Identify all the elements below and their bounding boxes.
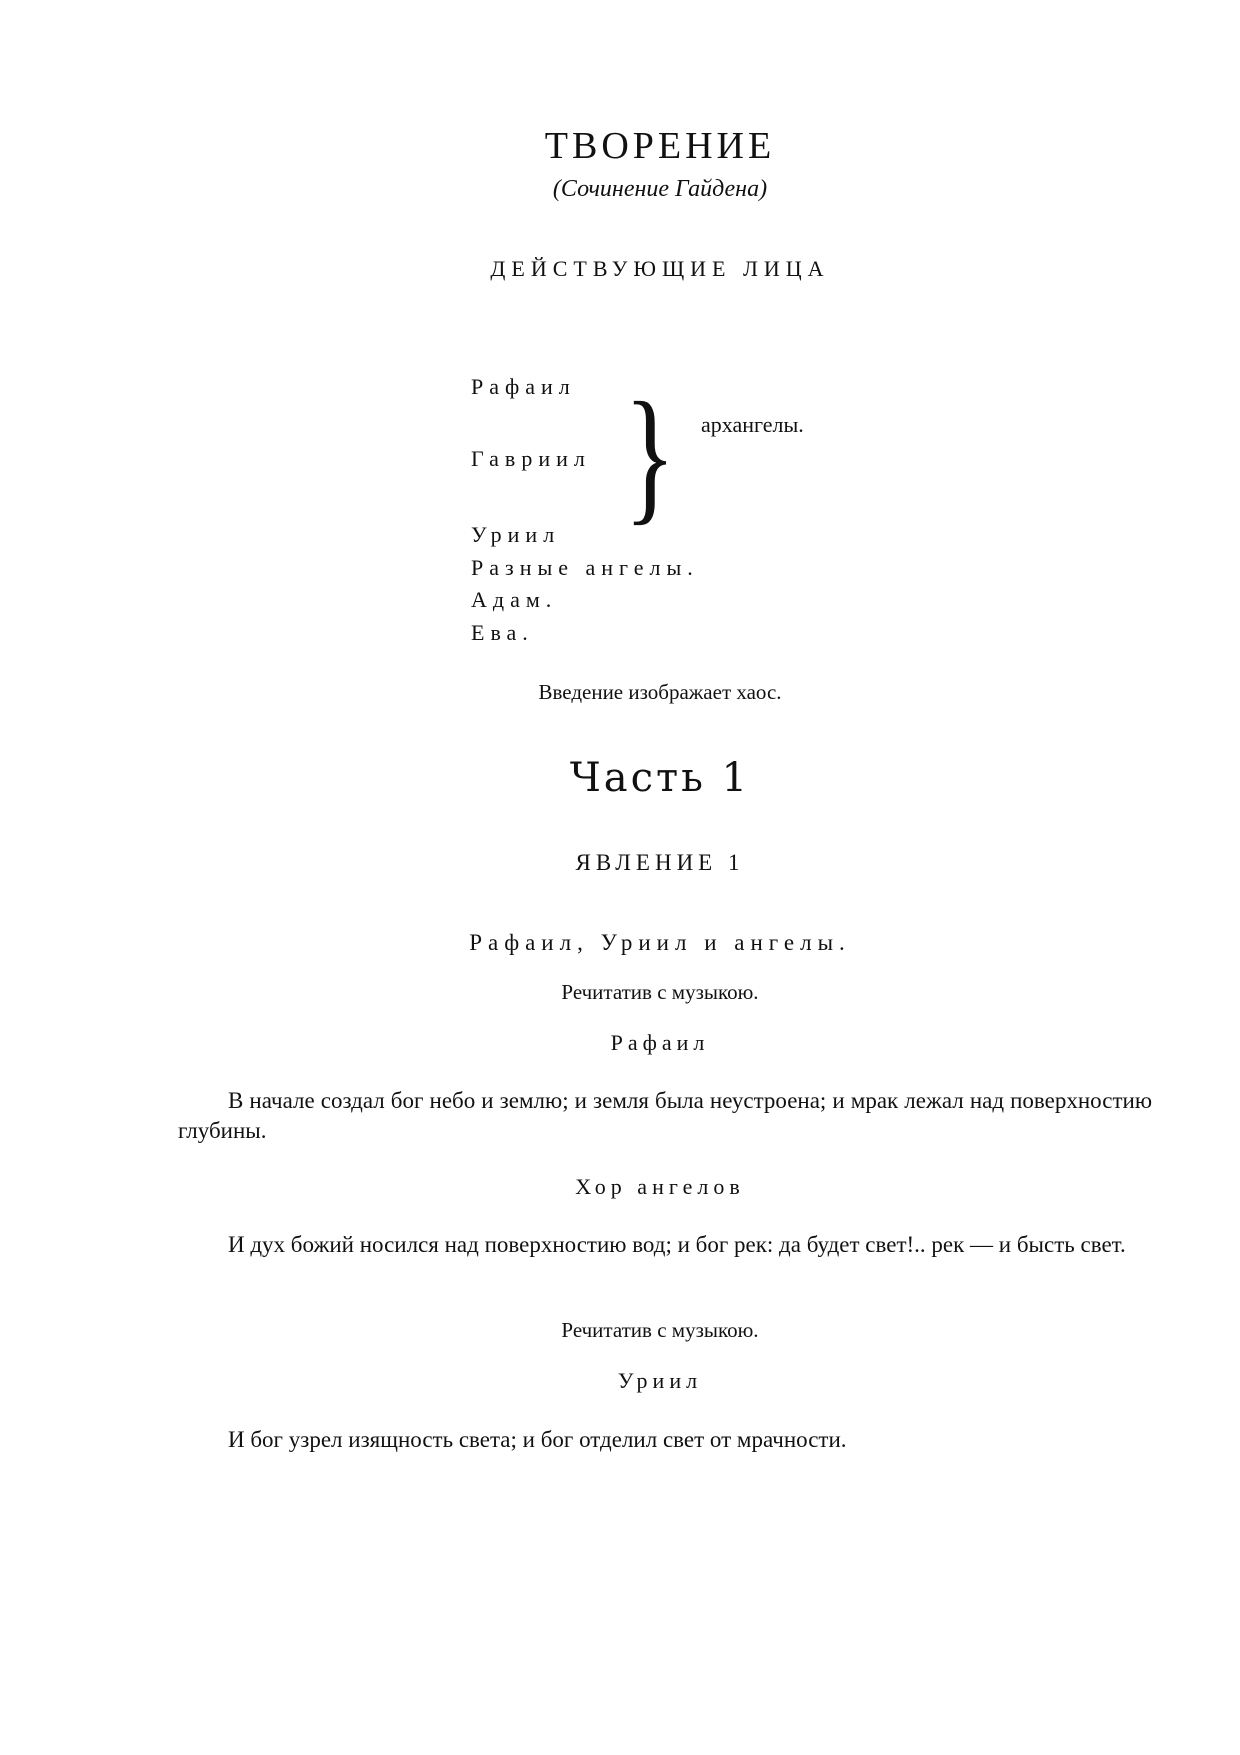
speaker-name: Рафаил [610, 1030, 710, 1055]
dialogue-paragraph: И бог узрел изящность света; и бог отделил свет от мрачности. [228, 1427, 847, 1452]
scene-title: ЯВЛЕНИЕ 1 [575, 850, 745, 875]
speaker-name: Уриил [617, 1368, 703, 1393]
cast-gabriel: Гавриил [471, 446, 591, 471]
cast-uriel: Уриил [471, 522, 561, 547]
cast-angels: Разные ангелы. [471, 555, 699, 580]
cast-heading: ДЕЙСТВУЮЩИЕ ЛИЦА [490, 256, 830, 281]
part-title: Часть 1 [569, 755, 751, 801]
stage-direction: Речитатив с музыкою. [561, 1318, 759, 1342]
dialogue-paragraph: В начале создал бог небо и землю; и земля была неустроена; и мрак лежал над поверхностию глубины. [178, 1088, 1152, 1143]
cast-group-note: архангелы. [701, 412, 804, 437]
intro-note: Введение изображает хаос. [538, 680, 782, 704]
document-title: ТВОРЕНИЕ [544, 125, 776, 167]
document-subtitle: (Сочинение Гайдена) [552, 176, 768, 202]
cast-adam: Адам. [471, 587, 558, 612]
stage-direction: Речитатив с музыкою. [561, 980, 759, 1004]
cast-raphael: Рафаил [471, 374, 576, 399]
curly-brace-icon: } [624, 372, 676, 538]
scene-cast: Рафаил, Уриил и ангелы. [469, 930, 851, 955]
cast-eve: Ева. [471, 620, 534, 645]
speaker-name: Хор ангелов [575, 1174, 745, 1199]
dialogue-paragraph: И дух божий носился над поверхностию вод; и бог рек: да будет свет!.. рек — и бысть свет. [228, 1232, 1126, 1257]
